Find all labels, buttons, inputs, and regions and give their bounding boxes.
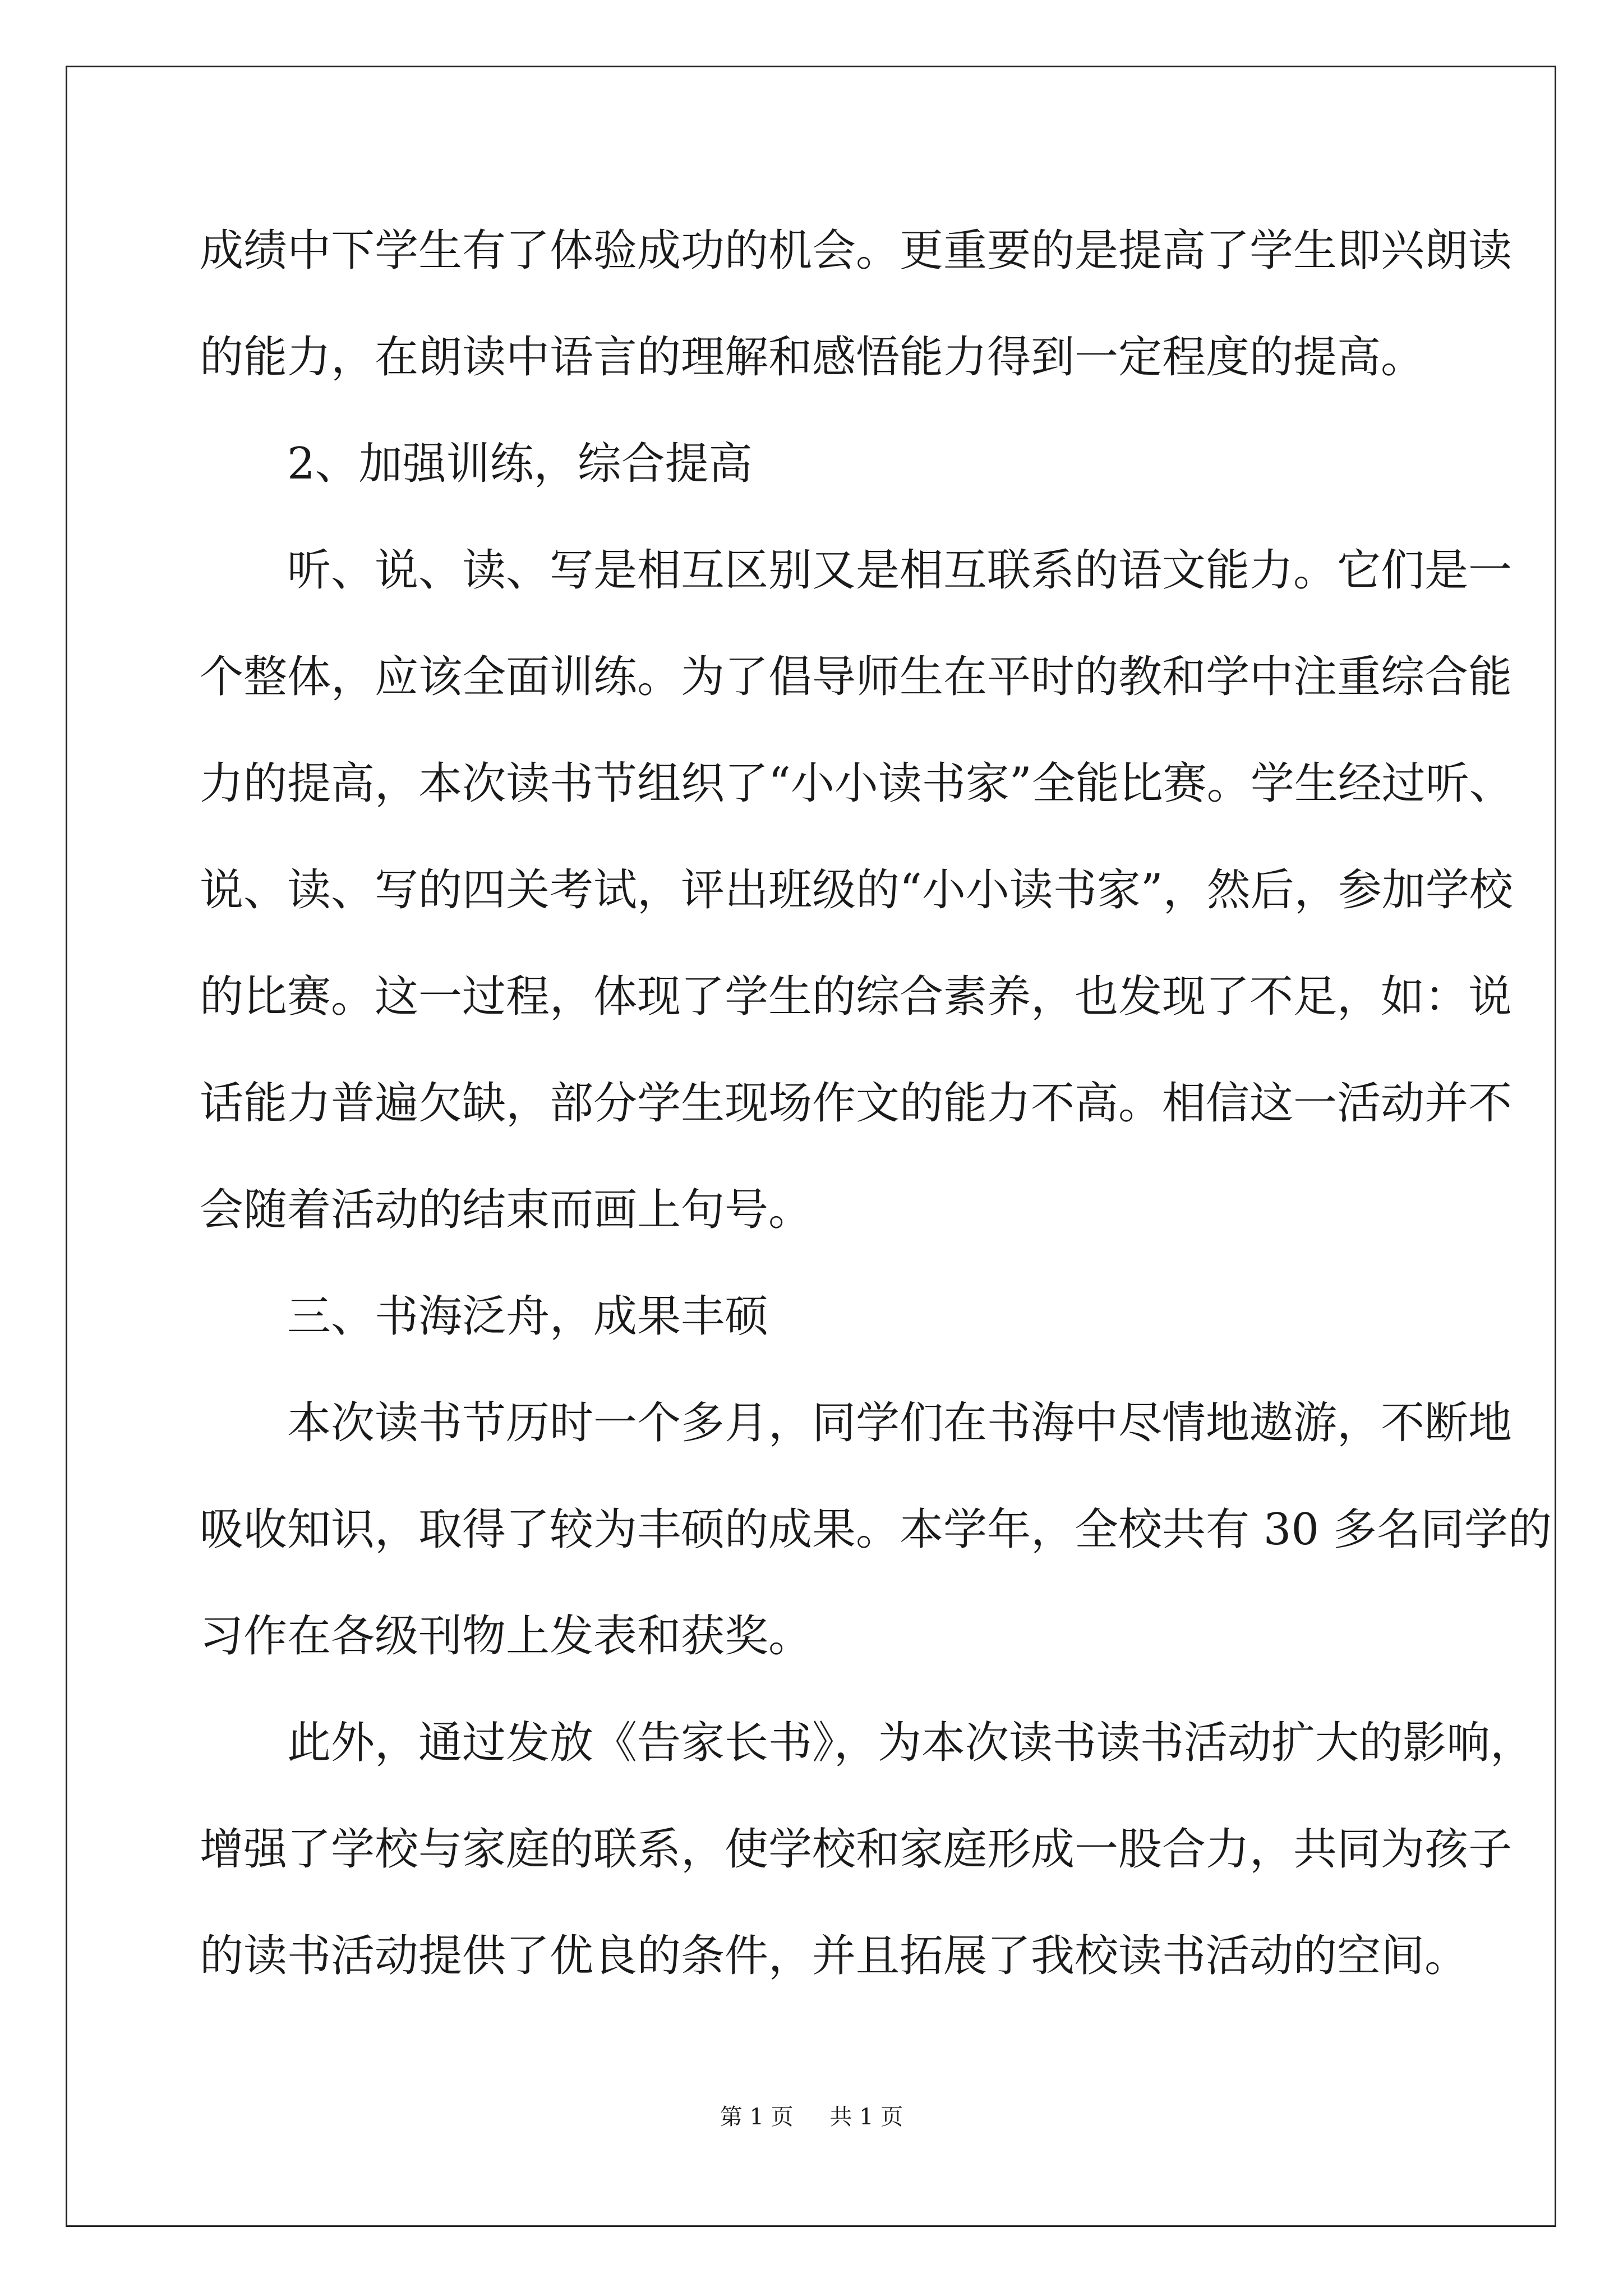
- page-number: 第 1 页: [720, 2104, 794, 2130]
- text-line: 听、说、读、写是相互区别又是相互联系的语文能力。它们是一: [200, 545, 1513, 596]
- document-body: [200, 215, 1552, 2027]
- page-total: 共 1 页: [829, 2104, 903, 2130]
- text-line: 说、读、写的四关考试，评出班级的“小小读书家”，然后，参加学校: [200, 865, 1513, 915]
- text-line: 增强了学校与家庭的联系，使学校和家庭形成一股合力，共同为孩子: [200, 1824, 1513, 1875]
- section-heading: 2、加强训练，综合提高: [200, 439, 753, 489]
- text-line: 个整体，应该全面训练。为了倡导师生在平时的教和学中注重综合能: [200, 652, 1513, 702]
- text-line: 话能力普遍欠缺，部分学生现场作文的能力不高。相信这一活动并不: [200, 1078, 1513, 1129]
- text-line: 的能力，在朗读中语言的理解和感悟能力得到一定程度的提高。: [200, 332, 1425, 383]
- text-line: 会随着活动的结束而画上句号。: [200, 1185, 813, 1235]
- text-line: 本次读书节历时一个多月，同学们在书海中尽情地遨游，不断地: [200, 1398, 1513, 1448]
- section-heading: 三、书海泛舟，成果丰硕: [200, 1291, 769, 1342]
- text-line: 吸收知识，取得了较为丰硕的成果。本学年，全校共有 30 多名同学的: [200, 1504, 1552, 1555]
- page-footer: [0, 2099, 1623, 2131]
- text-line: 习作在各级刊物上发表和获奖。: [200, 1611, 813, 1662]
- text-line: 成绩中下学生有了体验成功的机会。更重要的是提高了学生即兴朗读: [200, 226, 1513, 276]
- text-line: 的读书活动提供了优良的条件，并且拓展了我校读书活动的空间。: [200, 1931, 1469, 1981]
- text-line: 的比赛。这一过程，体现了学生的综合素养，也发现了不足，如：说: [200, 972, 1513, 1022]
- text-line: 力的提高，本次读书节组织了“小小读书家”全能比赛。学生经过听、: [200, 758, 1513, 809]
- text-line: 此外，通过发放《告家长书》，为本次读书读书活动扩大的影响，: [200, 1718, 1534, 1768]
